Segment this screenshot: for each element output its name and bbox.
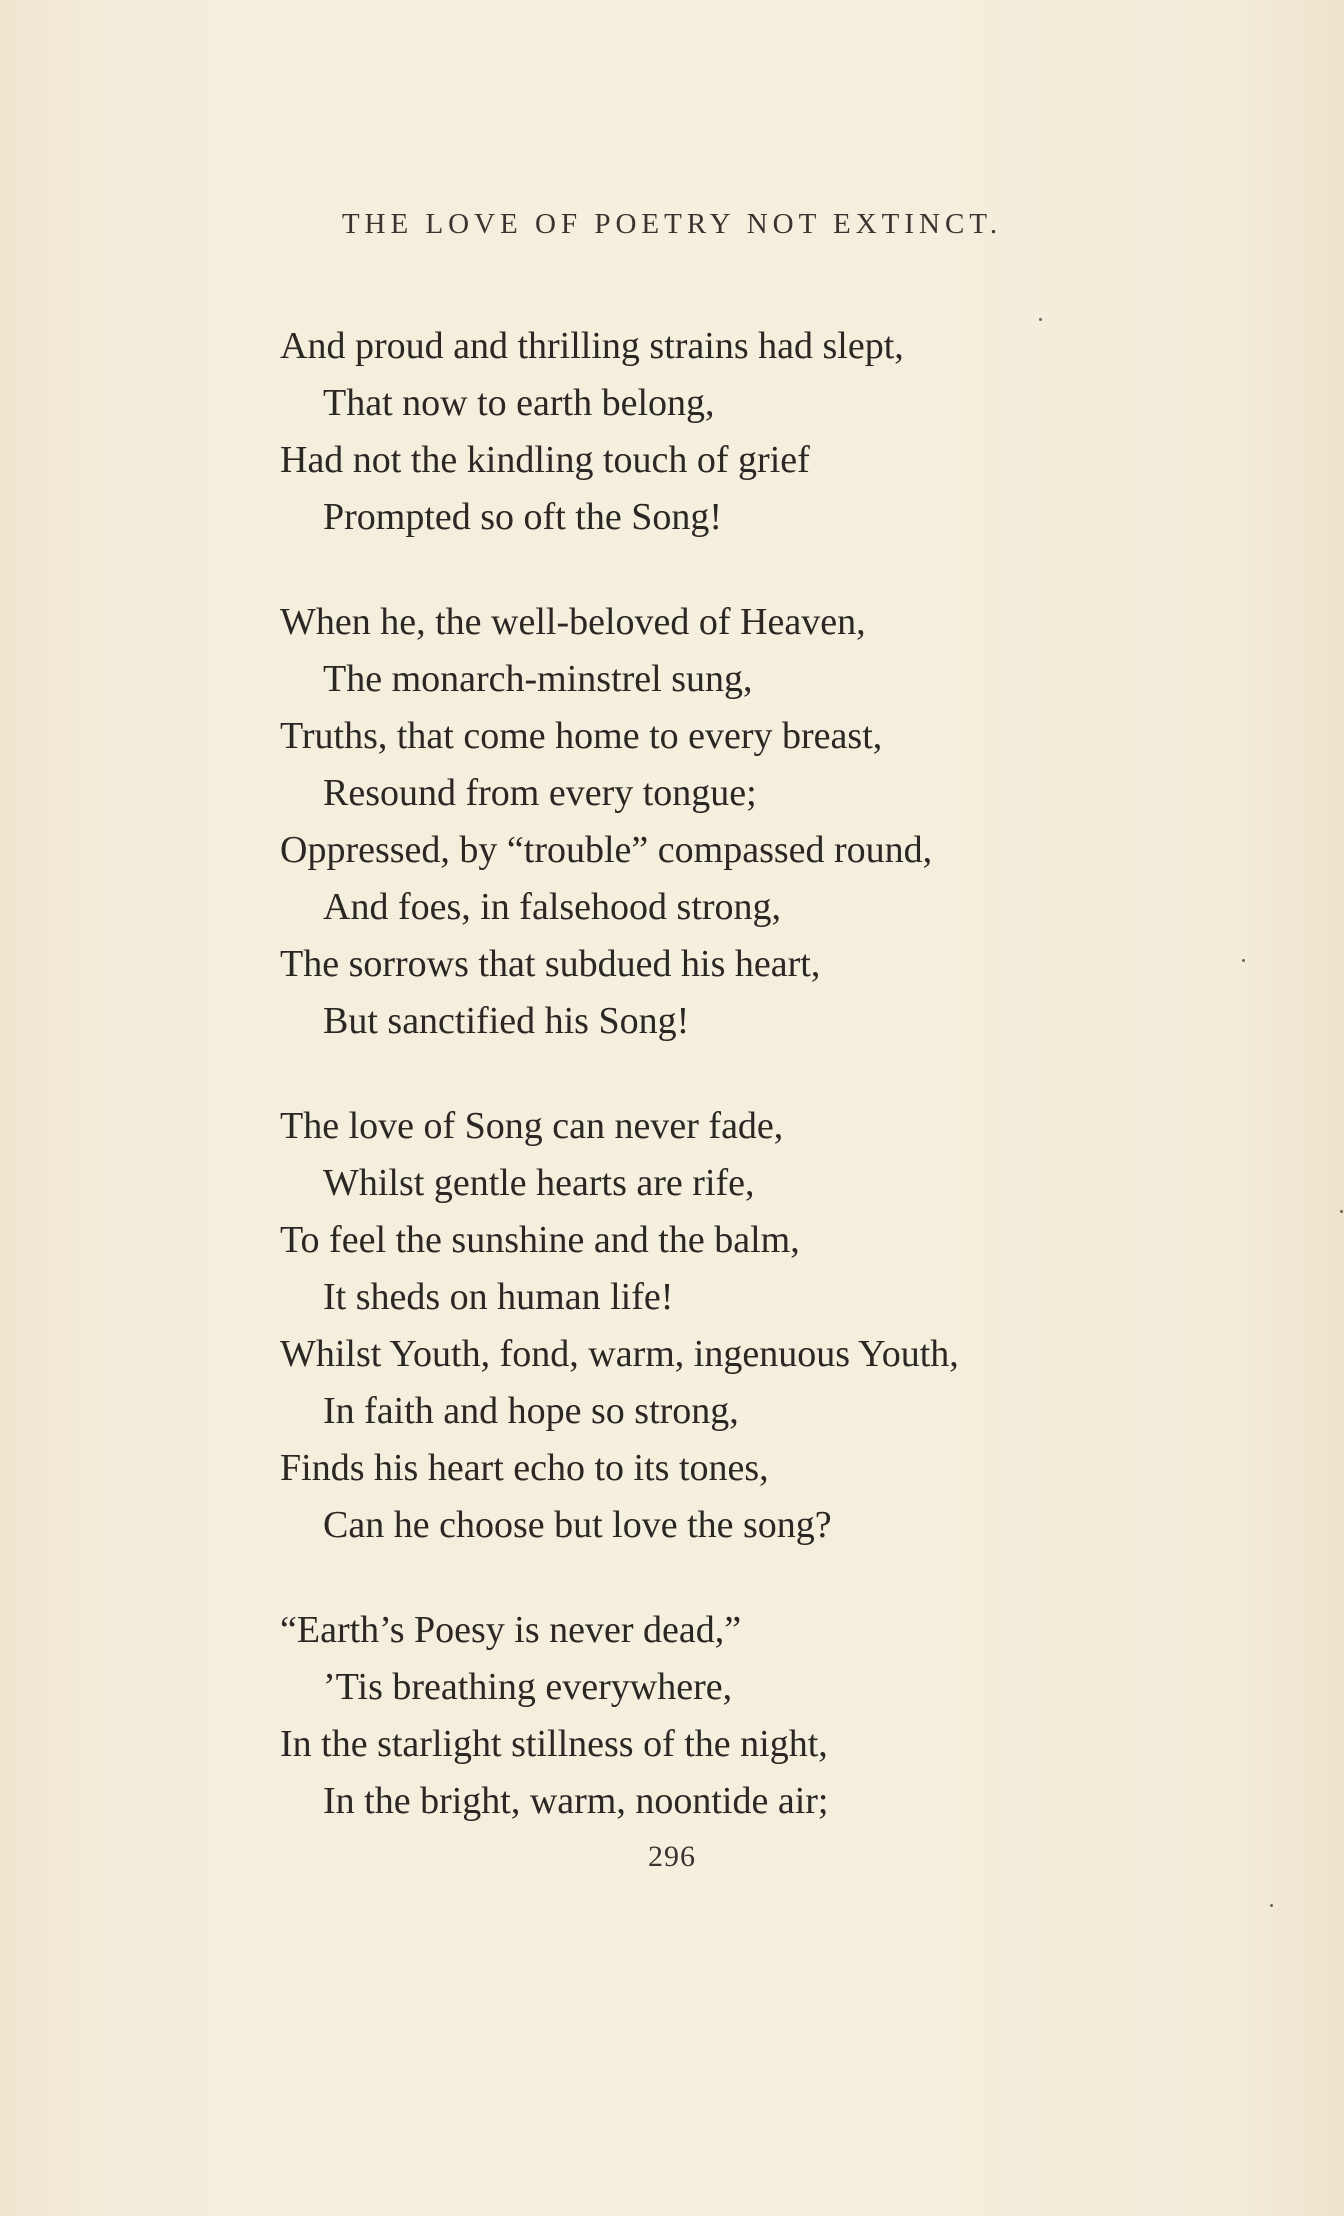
poem-line: The love of Song can never fade, xyxy=(280,1105,784,1147)
poem-body xyxy=(280,318,1280,1830)
poem-line: And proud and thrilling strains had slept, xyxy=(280,325,904,367)
poem-line: Can he choose but love the song? xyxy=(323,1504,832,1546)
poem-line: ’Tis breathing everywhere, xyxy=(323,1666,733,1708)
poem-line: “Earth’s Poesy is never dead,” xyxy=(280,1609,742,1651)
poem-line: Whilst Youth, fond, warm, ingenuous Youth, xyxy=(280,1333,959,1375)
stanza xyxy=(280,1098,1280,1554)
poem-line: The sorrows that subdued his heart, xyxy=(280,943,821,985)
poem-line: The monarch-minstrel sung, xyxy=(323,658,753,700)
poem-line: Whilst gentle hearts are rife, xyxy=(323,1162,755,1204)
stanza xyxy=(280,318,1280,546)
poem-line: To feel the sunshine and the balm, xyxy=(280,1219,800,1261)
poem-line: When he, the well-beloved of Heaven, xyxy=(280,601,866,643)
stanza-break xyxy=(280,1050,1280,1098)
paper-speck xyxy=(1270,1904,1273,1907)
stanza xyxy=(280,1602,1280,1830)
stanza-break xyxy=(280,546,1280,594)
poem-line: Prompted so oft the Song! xyxy=(323,496,722,538)
paper-speck xyxy=(1340,1210,1343,1213)
poem-line: It sheds on human life! xyxy=(323,1276,674,1318)
running-head: THE LOVE OF POETRY NOT EXTINCT. xyxy=(341,208,1003,240)
paper-speck xyxy=(1242,959,1245,962)
poem-line: And foes, in falsehood strong, xyxy=(323,886,782,928)
poem-line: Finds his heart echo to its tones, xyxy=(280,1447,769,1489)
poem-line: Oppressed, by “trouble” compassed round, xyxy=(280,829,933,871)
page-number: 296 xyxy=(648,1840,696,1873)
poem-line: Resound from every tongue; xyxy=(323,772,757,814)
stanza-break xyxy=(280,1554,1280,1602)
poem-line: In the starlight stillness of the night, xyxy=(280,1723,828,1765)
poem-line: In faith and hope so strong, xyxy=(323,1390,739,1432)
poem-line: That now to earth belong, xyxy=(323,382,715,424)
poem-line: Truths, that come home to every breast, xyxy=(280,715,883,757)
stanza xyxy=(280,594,1280,1050)
poem-line: But sanctified his Song! xyxy=(323,1000,690,1042)
poem-line: Had not the kindling touch of grief xyxy=(280,439,810,481)
paper-speck xyxy=(1039,318,1042,321)
poem-line: In the bright, warm, noontide air; xyxy=(323,1780,829,1822)
